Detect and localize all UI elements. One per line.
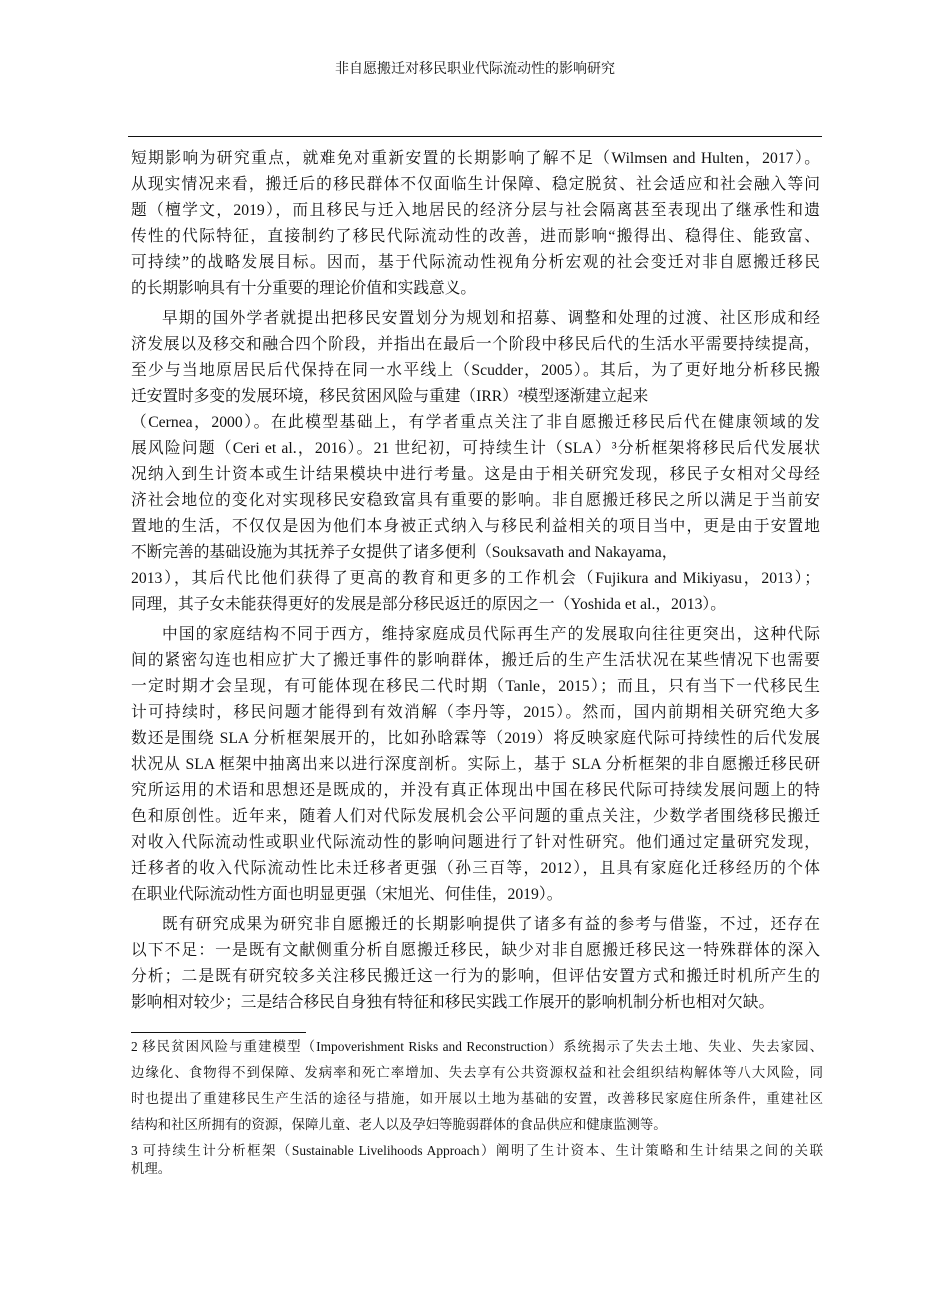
text-line: 题（檀学文，2019），而且移民与迁入地居民的经济分层与社会隔离甚至表现出了继承性和遗: [131, 202, 820, 219]
text-line: 2013），其后代比他们获得了更高的教育和更多的工作机会（Fujikura and Mikiyasu，2013）；: [131, 570, 820, 587]
paragraph: [131, 622, 820, 908]
text-line: 中国的家庭结构不同于西方，维持家庭成员代际再生产的发展取向往往更突出，这种代际: [162, 626, 820, 643]
footnotes: [131, 1034, 823, 1178]
text-line: 迁安置时多变的发展环境，移民贫困风险与重建（IRR）²模型逐渐建立起来: [131, 388, 649, 405]
text-line: 色和原创性。近年来，随着人们对代际发展机会公平问题的重点关注，少数学者围绕移民搬迁: [131, 808, 820, 825]
footnote-line: 时也提出了重建移民生产生活的途径与措施，如开展以土地为基础的安置，改善移民家庭住所条件，重建社区: [131, 1091, 823, 1106]
paragraph: [131, 306, 820, 618]
text-line: 可持续”的战略发展目标。因而，基于代际流动性视角分析宏观的社会变迁对非自愿搬迁移民: [131, 254, 820, 271]
footnote-rule: [131, 1032, 306, 1033]
text-line: 迁移者的收入代际流动性比未迁移者更强（孙三百等，2012），且具有家庭化迁移经历的个体: [131, 860, 820, 877]
text-line: 影响相对较少；三是结合移民自身独有特征和移民实践工作展开的影响机制分析也相对欠缺。: [131, 994, 775, 1011]
text-line: 的长期影响具有十分重要的理论价值和实践意义。: [131, 280, 477, 297]
body-text: [131, 146, 820, 1020]
footnote: [131, 1142, 823, 1178]
text-line: 至少与当地原居民后代保持在同一水平线上（Scudder，2005）。其后，为了更好地分析移民搬: [131, 362, 820, 379]
text-line: 况纳入到生计资本或生计结果模块中进行考量。这是由于相关研究发现，移民子女相对父母经: [131, 466, 820, 483]
paragraph: [131, 146, 820, 302]
text-line: 间的紧密勾连也相应扩大了搬迁事件的影响群体，搬迁后的生产生活状况在某些情况下也需要: [131, 652, 820, 669]
running-header: 非自愿搬迁对移民职业代际流动性的影响研究: [335, 62, 615, 77]
text-line: 状况从 SLA 框架中抽离出来以进行深度剖析。实际上，基于 SLA 分析框架的非自愿搬迁移民研: [131, 756, 820, 773]
text-line: 在职业代际流动性方面也明显更强（宋旭光、何佳佳，2019）。: [131, 886, 563, 903]
footnote-line: 2 移民贫困风险与重建模型（Impoverishment Risks and Reconstruction）系统揭示了失去土地、失业、失去家园、: [131, 1039, 823, 1054]
text-line: 既有研究成果为研究非自愿搬迁的长期影响提供了诸多有益的参考与借鉴，不过，还存在: [162, 916, 820, 933]
text-line: 不断完善的基础设施为其抚养子女提供了诸多便利（Souksavath and Nakayama，: [131, 544, 678, 561]
text-line: 济社会地位的变化对实现移民安稳致富具有重要的影响。非自愿搬迁移民之所以满足于当前安: [131, 492, 820, 509]
paragraph: [131, 912, 820, 1016]
text-line: 早期的国外学者就提出把移民安置划分为规划和招募、调整和处理的过渡、社区形成和经: [162, 310, 820, 327]
text-line: 一定时期才会呈现，有可能体现在移民二代时期（Tanle，2015）；而且，只有当下一代移民生: [131, 678, 820, 695]
header-rule: [128, 136, 822, 137]
text-line: 济发展以及移交和融合四个阶段，并指出在最后一个阶段中移民后代的生活水平需要持续提高，: [131, 336, 820, 353]
footnote-line: 结构和社区所拥有的资源，保障儿童、老人以及孕妇等脆弱群体的食品供应和健康监测等。: [131, 1117, 667, 1132]
text-line: （Cernea，2000）。在此模型基础上，有学者重点关注了非自愿搬迁移民后代在健康领域的发: [131, 414, 820, 431]
text-line: 数还是围绕 SLA 分析框架展开的，比如孙晗霖等（2019）将反映家庭代际可持续性的后代发展: [131, 730, 820, 747]
text-line: 以下不足：一是既有文献侧重分析自愿搬迁移民，缺少对非自愿搬迁移民这一特殊群体的深入: [131, 942, 820, 959]
text-line: 置地的生活，不仅仅是因为他们本身被正式纳入与移民利益相关的项目当中，更是由于安置地: [131, 518, 820, 535]
text-line: 传性的代际特征，直接制约了移民代际流动性的改善，进而影响“搬得出、稳得住、能致富、: [131, 228, 820, 245]
text-line: 计可持续时，移民问题才能得到有效消解（李丹等，2015）。然而，国内前期相关研究绝大多: [131, 704, 820, 721]
text-line: 展风险问题（Ceri et al.，2016）。21 世纪初，可持续生计（SLA）³分析框架将移民后代发展状: [131, 440, 820, 457]
footnote-line: 边缘化、食物得不到保障、发病率和死亡率增加、失去享有公共资源权益和社会组织结构解体等八大风险，同: [131, 1065, 823, 1080]
footnote-line: 3 可持续生计分析框架（Sustainable Livelihoods Approach）阐明了生计资本、生计策略和生计结果之间的关联: [131, 1143, 823, 1158]
text-line: 分析；二是既有研究较多关注移民搬迁这一行为的影响，但评估安置方式和搬迁时机所产生的: [131, 968, 820, 985]
footnote: [131, 1034, 823, 1138]
text-line: 对收入代际流动性或职业代际流动性的影响问题进行了针对性研究。他们通过定量研究发现，: [131, 834, 820, 851]
text-line: 从现实情况来看，搬迁后的移民群体不仅面临生计保障、稳定脱贫、社会适应和社会融入等问: [131, 176, 820, 193]
text-line: 究所运用的术语和思想还是既成的，并没有真正体现出中国在移民代际可持续发展问题上的特: [131, 782, 820, 799]
text-line: 同理，其子女未能获得更好的发展是部分移民返迁的原因之一（Yoshida et al.，2013）。: [131, 596, 726, 613]
footnote-line: 机理。: [131, 1161, 172, 1176]
text-line: 短期影响为研究重点，就难免对重新安置的长期影响了解不足（Wilmsen and Hulten，2017）。: [131, 150, 820, 167]
